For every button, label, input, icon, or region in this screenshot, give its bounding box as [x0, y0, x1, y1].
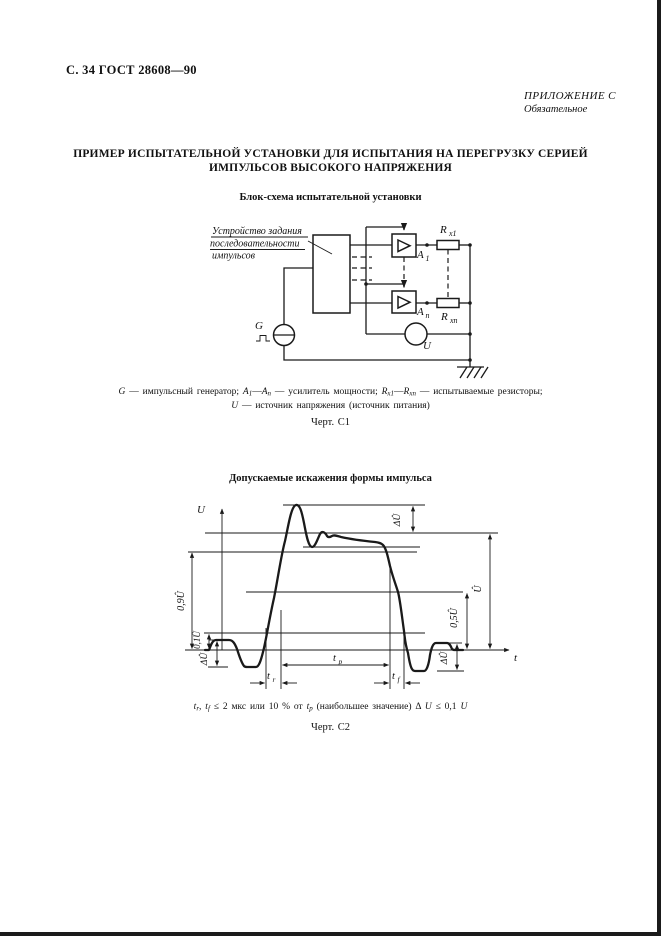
- label-09: 0,9Û: [176, 591, 187, 611]
- page-title-line1: ПРИМЕР ИСПЫТАТЕЛЬНОЙ УСТАНОВКИ ДЛЯ ИСПЫТАНИЯ НА ПЕРЕГРУЗКУ СЕРИЕЙ: [73, 148, 588, 160]
- label-delta-right: ΔÛ: [440, 651, 450, 665]
- label-01: 0,1Û: [192, 631, 202, 649]
- svg-text:x1: x1: [449, 229, 457, 238]
- pulse-generator-symbol: [255, 320, 295, 346]
- ground-symbol: [457, 360, 488, 378]
- voltage-source-label: U: [423, 340, 431, 352]
- page-title: [0, 148, 661, 175]
- bottom-bus-wire: [284, 346, 470, 361]
- label-tf: t: [392, 671, 395, 682]
- resistor-xn-symbol: [416, 299, 472, 326]
- page-title-line2: ИМПУЛЬСОВ ВЫСОКОГО НАПРЯЖЕНИЯ: [208, 161, 453, 174]
- label-tr: t: [267, 671, 270, 682]
- svg-text:Устройство задания: Устройство задания: [212, 226, 302, 237]
- label-full: Û: [473, 585, 484, 593]
- page-header: С. 34 ГОСТ 28608—90: [66, 63, 197, 77]
- svg-text:n: n: [425, 311, 430, 320]
- resistor-x1-label: R: [440, 224, 447, 236]
- figure2-label: Черт. С2: [311, 722, 350, 733]
- page-edge-right: [657, 0, 661, 936]
- svg-text:1: 1: [425, 254, 430, 263]
- pulse-waveform-figure: [100, 497, 540, 697]
- figure1-caption-line1: G — импульсный генератор; A1—An — усилитель мощности; Rx1—Rxn — испытываемые резисторы;: [118, 387, 543, 398]
- appendix-subtitle: Обязательное: [524, 104, 588, 115]
- amplifier-n-label: A: [417, 306, 424, 318]
- label-delta-left: ΔÛ: [200, 652, 210, 666]
- block-diagram-figure: [200, 218, 500, 388]
- svg-text:r: r: [272, 675, 276, 684]
- page-edge-bottom: [0, 932, 661, 936]
- appendix-title: ПРИЛОЖЕНИЕ С: [524, 90, 616, 102]
- figure1-label: Черт. С1: [311, 417, 350, 428]
- y-axis-label: U: [197, 504, 205, 516]
- svg-text:xn: xn: [450, 316, 458, 325]
- amplifier-1-label: A: [417, 249, 424, 261]
- generator-label: G: [255, 320, 263, 332]
- amplifier-n-symbol: [392, 291, 430, 320]
- appendix-block: [524, 90, 616, 116]
- label-delta-top: ΔÛ: [393, 513, 403, 527]
- generator-top-wire: [284, 268, 313, 325]
- svg-text:последовательности: последовательности: [210, 238, 300, 250]
- figure2-caption: tr, tf ≤ 2 мкс или 10 % от tp (наибольшее значение) Δ U ≤ 0,1 U: [193, 702, 468, 713]
- svg-text:f: f: [397, 675, 400, 684]
- resistor-xn-label: R: [441, 311, 448, 323]
- label-tp: t: [333, 653, 336, 664]
- label-05: 0,5Û: [449, 608, 460, 628]
- pulse-shape-icon: [256, 336, 270, 342]
- figure2-subtitle: Допускаемые искажения формы импульса: [229, 473, 432, 484]
- voltage-source-symbol: [366, 323, 472, 352]
- svg-text:p: p: [338, 657, 343, 666]
- pulse-curve: [205, 505, 463, 671]
- leader-line: [308, 241, 332, 254]
- figure1-caption: [0, 386, 661, 413]
- figure1-caption-line2: U — источник напряжения (источник питания): [231, 401, 430, 411]
- svg-text:импульсов: импульсов: [212, 250, 255, 262]
- amplifier-1-symbol: [392, 234, 430, 263]
- resistor-x1-symbol: [416, 224, 472, 250]
- x-axis-label: t: [514, 652, 518, 664]
- figure1-subtitle: Блок-схема испытательной установки: [239, 192, 422, 203]
